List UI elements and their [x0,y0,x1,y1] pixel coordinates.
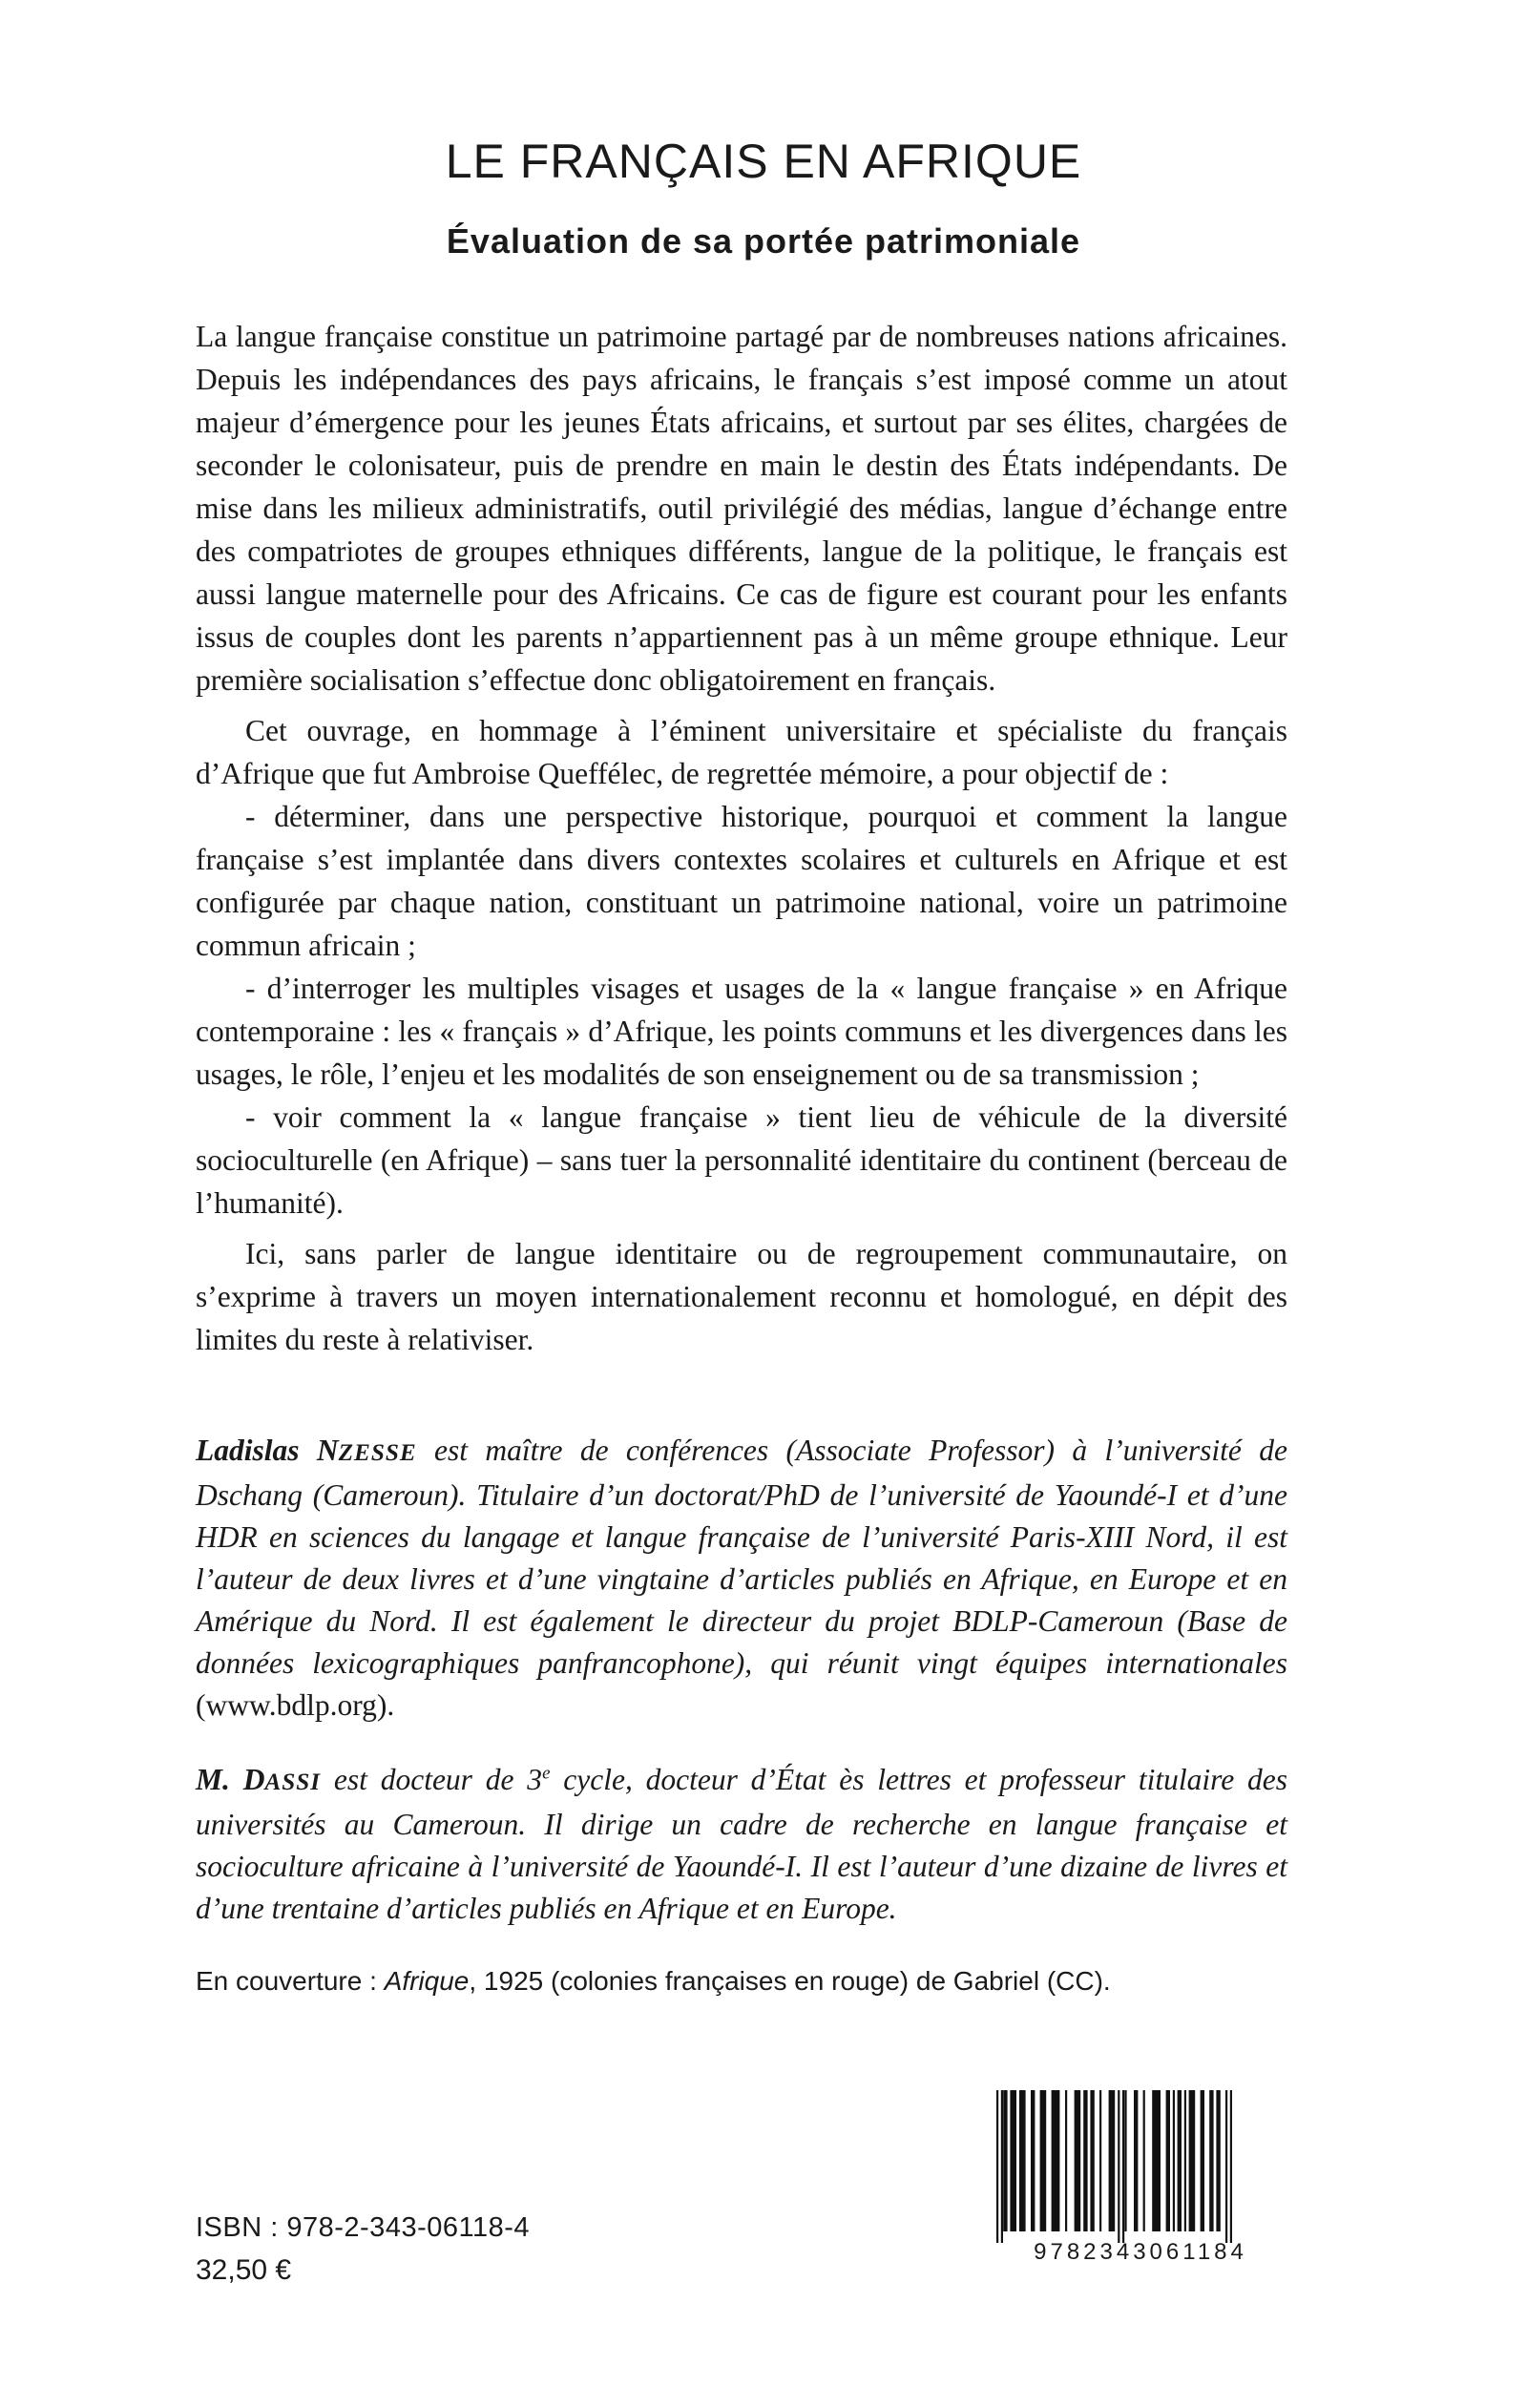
book-subtitle: Évaluation de sa portée patrimoniale [446,221,1081,261]
barcode-bar [1178,2090,1182,2231]
barcode-bar [1225,2090,1227,2243]
blurb-objective-1: - déterminer, dans une perspective historique, pourquoi et comment la langue française s’est implantée dans divers contextes scolaires et culturels en Afrique et est configurée par chaque nation, constituant un patrimoine national, voire un patrimoine commun africain ; [196,800,1287,962]
barcode-bar [1143,2090,1145,2231]
barcode-bar [1209,2090,1213,2231]
barcode-bar [1230,2090,1232,2243]
barcode-bar [1166,2090,1170,2231]
barcode-bar [1201,2090,1204,2231]
blurb-paragraph-closing: Ici, sans parler de langue identitaire ou de regroupement communautaire, on s’exprime à travers un moyen internationalement reconnu et homologué, en dépit des limites du reste à relativiser. [196,1237,1287,1356]
blurb-paragraph-2: Cet ouvrage, en hommage à l’éminent universitaire et spécialiste du français d’Afrique que fut Ambroise Queffélec, de regrettée mémoire, a pour objectif de : [196,714,1287,790]
blurb-paragraph-1: La langue française constitue un patrimoine partagé par de nombreuses nations africaines. Depuis les indépendances des pays africains, le français s’est imposé comme un atout majeur d’émergence pour les jeunes États africains, et surtout par ses élites, chargées de seconder le colonisateur, puis de prendre en main le destin des États indépendants. De mise dans les milieux administratifs, outil privilégié des médias, langue d’échange entre des compatriotes de groupes ethniques différents, langue de la politique, le français est aussi langue maternelle pour des Africains. Ce cas de figure est courant pour les enfants issus de couples dont les parents n’appartiennent pas à un même groupe ethnique. Leur première socialisation s’effectue donc obligatoirement en français. [196,320,1287,697]
cover-credit: En couverture : Afrique, 1925 (colonies françaises en rouge) de Gabriel (CC). [196,1966,1111,1996]
barcode-bar [1134,2090,1138,2231]
barcode-bar [1184,2090,1186,2231]
author-bio-nzesse [196,1430,1287,1727]
barcode-bar [1065,2090,1067,2231]
barcode-bar [1040,2090,1047,2231]
barcode-bar [1173,2090,1175,2231]
barcode-bar [1099,2090,1101,2231]
barcode-bar [1019,2090,1026,2231]
price: 32,50 € [196,2254,292,2286]
barcode-bar [1124,2090,1126,2231]
blurb-objective-2: - d’interroger les multiples visages et usages de la « langue française » en Afrique contemporaine : les « français » d’Afrique, les points communs et les divergences dans les usages, le rôle, l’enjeu et les modalités de son enseignement ou de sa transmission ; [196,972,1287,1091]
barcode-bar [1075,2090,1081,2231]
barcode-bar [1118,2090,1119,2243]
isbn-barcode [993,2090,1288,2243]
barcode-bar [1109,2090,1116,2231]
blurb-objective-3: - voir comment la « langue française » tient lieu de véhicule de la diversité socioculturelle (en Afrique) – sans tuer la personnalité identitaire du continent (berceau de l’humanité). [196,1100,1287,1220]
barcode-bar [1031,2090,1035,2231]
barcode-bar [1052,2090,1060,2231]
barcode-bar [1122,2090,1124,2243]
barcode-bar [1010,2090,1016,2231]
barcode-bar [1216,2090,1220,2231]
barcode-bar [1083,2090,1087,2231]
author-name: Ladislas NZESSE [196,1434,417,1467]
barcode-bar [1090,2090,1094,2231]
barcode-bar [1189,2090,1196,2231]
author-bio-text: cycle, docteur d’État ès lettres et professeur titulaire des universités au Cameroun. Il dirige un cadre de recherche en langue française et socioculture africaine à l’université de Yaoundé-I. Il est l’auteur d’une dizaine de livres et d’une trentaine d’articles publiés en Afrique et en Europe. [196,1763,1288,1925]
barcode-digits: 9782343061184 [1034,2239,1247,2265]
barcode-bar [1003,2090,1007,2231]
author-name: M. DASSI [196,1763,322,1796]
isbn: ISBN : 978-2-343-06118-4 [196,2212,531,2243]
barcode-bar [1152,2090,1161,2231]
author-bio-text: est maître de conférences (Associate Professor) à l’université de Dschang (Cameroun). Titulaire d’un doctorat/PhD de l’université de Yaoundé-I et d’une HDR en sciences du langage et langue française de l’université Paris-XIII Nord, il est l’auteur de deux livres et d’une vingtaine d’articles publiés en Afrique, en Europe et en Amérique du Nord. Il est également le directeur du projet BDLP-Cameroun (Base de données lexicographiques panfrancophone), qui réunit vingt équipes internationales [196,1434,1287,1680]
barcode-bar [1001,2090,1003,2243]
blurb [196,315,1287,1361]
book-title: LE FRANÇAIS EN AFRIQUE [445,135,1082,188]
bdlp-website: (www.bdlp.org). [196,1688,395,1722]
author-bio-dassi: M. DASSI est docteur de 3e cycle, docteur d’État ès lettres et professeur titulaire des universités au Cameroun. Il dirige un cadre de recherche en langue française et socioculture africaine à l’université de Yaoundé-I. Il est l’auteur d’une dizaine de livres et d’une trentaine d’articles publiés en Afrique et en Europe. [196,1763,1288,1925]
barcode-bar [996,2090,998,2243]
